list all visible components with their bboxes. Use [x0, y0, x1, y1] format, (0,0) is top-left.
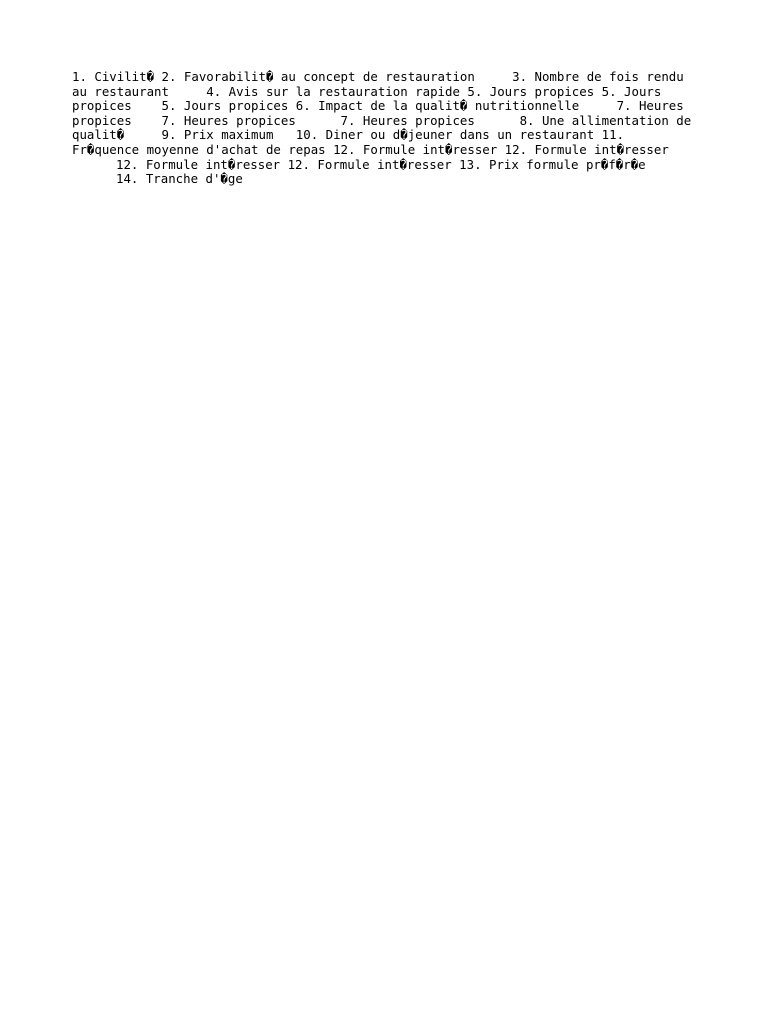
text-line: qualit� 9. Prix maximum 10. Diner ou d�jeuner dans un restaurant 11. — [72, 127, 625, 143]
text-line: 1. Civilit� 2. Favorabilit� au concept de restauration 3. Nombre de fois rendu — [72, 69, 684, 84]
text-line: 12. Formule int�resser 12. Formule int�resser 13. Prix formule pr�f�r�e — [116, 156, 646, 172]
text-line: 14. Tranche d'�ge — [116, 171, 243, 187]
text-line: au restaurant 4. Avis sur la restauration rapide 5. Jours propices 5. Jours — [72, 83, 662, 99]
text-line: propices 7. Heures propices 7. Heures propices 8. Une allimentation de — [72, 112, 692, 128]
text-line: propices 5. Jours propices 6. Impact de la qualit� nutritionnelle 7. Heures — [72, 98, 684, 114]
text-line: Fr�quence moyenne d'achat de repas 12. Formule int�resser 12. Formule int�resser — [72, 141, 669, 157]
